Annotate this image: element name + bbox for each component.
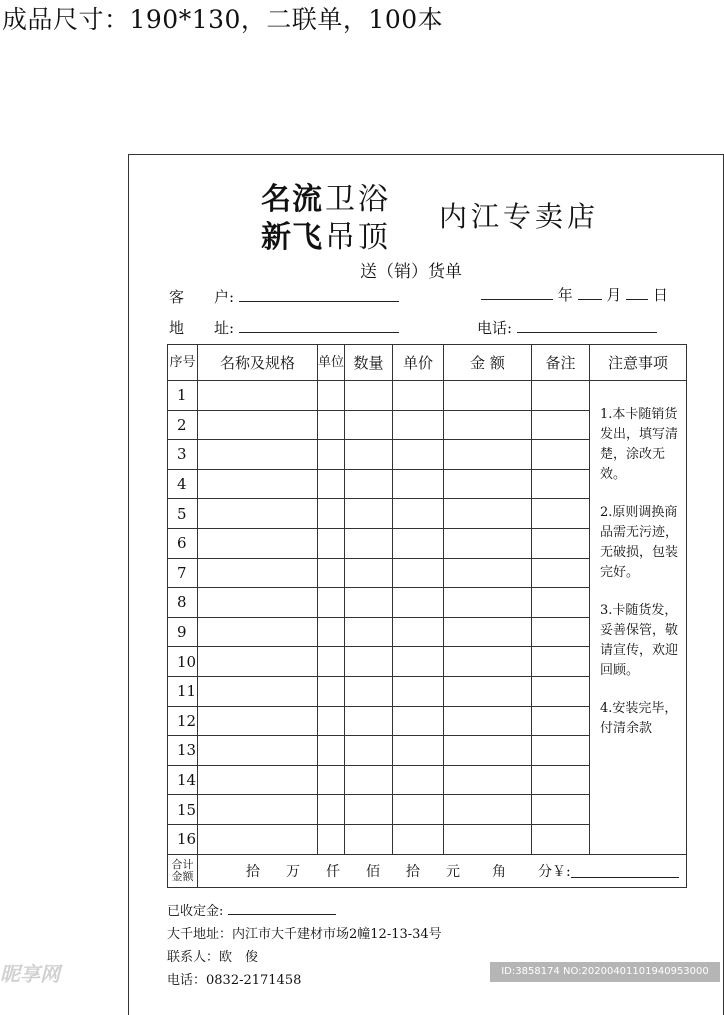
entry-cell[interactable] [345, 824, 393, 854]
entry-cell[interactable] [393, 676, 444, 706]
entry-cell[interactable] [198, 706, 318, 736]
entry-cell[interactable] [444, 765, 532, 795]
header-amount: 金 额 [444, 345, 532, 381]
entry-cell[interactable] [393, 499, 444, 529]
note-item: 3.卡随货发，妥善保管，敬请宣传，欢迎回顾。 [600, 603, 679, 678]
entry-cell[interactable] [444, 617, 532, 647]
entry-cell[interactable] [532, 528, 590, 558]
entry-cell[interactable] [345, 410, 393, 440]
note-item: 1.本卡随销货发出，填写清楚，涂改无效。 [600, 407, 679, 482]
entry-cell[interactable] [393, 440, 444, 470]
entry-cell[interactable] [393, 528, 444, 558]
entry-cell[interactable] [393, 765, 444, 795]
entry-cell[interactable] [198, 528, 318, 558]
entry-cell[interactable] [198, 795, 318, 825]
row-number: 7 [168, 558, 198, 588]
entry-cell[interactable] [318, 410, 345, 440]
customer-label: 客 户: [169, 288, 235, 306]
entry-cell[interactable] [532, 647, 590, 677]
row-number: 14 [168, 765, 198, 795]
entry-cell[interactable] [345, 617, 393, 647]
note-item: 2.原则调换商品需无污迹，无破损，包装完好。 [600, 505, 679, 580]
phone-field [477, 317, 657, 338]
row-number: 8 [168, 588, 198, 618]
entry-cell[interactable] [198, 558, 318, 588]
entry-cell[interactable] [345, 440, 393, 470]
entry-cell[interactable] [318, 558, 345, 588]
entry-cell[interactable] [393, 824, 444, 854]
entry-cell[interactable] [444, 440, 532, 470]
row-number: 16 [168, 824, 198, 854]
entry-cell[interactable] [318, 588, 345, 618]
total-unit-label: 佰 [366, 863, 380, 880]
total-label: 合计金额 [168, 854, 198, 887]
entry-cell[interactable] [532, 706, 590, 736]
row-number: 1 [168, 381, 198, 411]
row-number: 10 [168, 647, 198, 677]
items-table [167, 344, 687, 888]
entry-cell[interactable] [532, 558, 590, 588]
day-blank[interactable] [626, 285, 648, 300]
brand-line1-light: 卫浴 [325, 182, 391, 217]
month-label: 月 [606, 286, 622, 304]
entry-cell[interactable] [532, 824, 590, 854]
row-number: 2 [168, 410, 198, 440]
entry-cell[interactable] [532, 765, 590, 795]
footer-phone: 电话：0832-2171458 [167, 973, 302, 988]
entry-cell[interactable] [532, 795, 590, 825]
phone-label: 电话: [477, 319, 513, 337]
entry-cell[interactable] [345, 706, 393, 736]
entry-cell[interactable] [444, 795, 532, 825]
header-notes: 注意事项 [590, 345, 687, 381]
entry-cell[interactable] [532, 440, 590, 470]
total-unit-label: 角 [492, 863, 506, 880]
entry-cell[interactable] [198, 381, 318, 411]
footer-contact: 联系人：欧 俊 [167, 950, 259, 965]
entry-cell[interactable] [345, 588, 393, 618]
row-number: 3 [168, 440, 198, 470]
entry-cell[interactable] [345, 528, 393, 558]
address-field [169, 317, 399, 338]
entry-cell[interactable] [318, 824, 345, 854]
header-unit-price: 单价 [393, 345, 444, 381]
entry-cell[interactable] [532, 676, 590, 706]
row-number: 13 [168, 736, 198, 766]
entry-cell[interactable] [444, 647, 532, 677]
entry-cell[interactable] [198, 410, 318, 440]
entry-cell[interactable] [345, 676, 393, 706]
address-label: 地 址: [169, 319, 235, 337]
entry-cell[interactable] [393, 558, 444, 588]
entry-cell[interactable] [393, 736, 444, 766]
entry-cell[interactable] [345, 647, 393, 677]
month-blank[interactable] [578, 285, 602, 300]
year-label: 年 [557, 286, 573, 304]
watermark-logo: 昵享网 [0, 962, 60, 986]
entry-cell[interactable] [318, 647, 345, 677]
entry-cell[interactable] [345, 736, 393, 766]
entry-cell[interactable] [318, 706, 345, 736]
entry-cell[interactable] [198, 765, 318, 795]
entry-cell[interactable] [532, 469, 590, 499]
entry-cell[interactable] [345, 381, 393, 411]
delivery-form [128, 154, 724, 1015]
year-blank[interactable] [481, 285, 553, 300]
header-remark: 备注 [532, 345, 590, 381]
entry-cell[interactable] [345, 795, 393, 825]
customer-field [169, 286, 399, 307]
received-label: 已收定金: [167, 904, 224, 919]
entry-cell[interactable] [444, 706, 532, 736]
entry-cell[interactable] [318, 381, 345, 411]
note-item: 4.安装完毕，付清余款 [600, 701, 678, 736]
entry-cell[interactable] [444, 381, 532, 411]
entry-cell[interactable] [318, 765, 345, 795]
entry-cell[interactable] [198, 736, 318, 766]
entry-cell[interactable] [444, 528, 532, 558]
row-number: 12 [168, 706, 198, 736]
customer-blank[interactable] [239, 287, 399, 302]
entry-cell[interactable] [198, 499, 318, 529]
entry-cell[interactable] [444, 558, 532, 588]
brand-line2-light: 吊顶 [325, 220, 391, 255]
header-unit: 单位 [318, 345, 345, 381]
entry-cell[interactable] [198, 647, 318, 677]
entry-cell[interactable] [318, 736, 345, 766]
form-title: 送（销）货单 [360, 262, 462, 282]
entry-cell[interactable] [198, 617, 318, 647]
entry-cell[interactable] [393, 588, 444, 618]
entry-cell[interactable] [198, 588, 318, 618]
entry-cell[interactable] [444, 736, 532, 766]
total-amount-line [198, 854, 687, 887]
row-number: 4 [168, 469, 198, 499]
entry-cell[interactable] [318, 499, 345, 529]
total-unit-label: 分 [538, 863, 552, 880]
table-row [168, 381, 687, 411]
total-unit-label: 万 [286, 863, 300, 880]
entry-cell[interactable] [393, 706, 444, 736]
entry-cell[interactable] [318, 676, 345, 706]
entry-cell[interactable] [444, 499, 532, 529]
entry-cell[interactable] [318, 469, 345, 499]
entry-cell[interactable] [393, 410, 444, 440]
row-number: 6 [168, 528, 198, 558]
total-unit-label: 仟 [326, 863, 340, 880]
day-label: 日 [652, 286, 668, 304]
entry-cell[interactable] [393, 647, 444, 677]
entry-cell[interactable] [532, 410, 590, 440]
entry-cell[interactable] [444, 410, 532, 440]
entry-cell[interactable] [393, 617, 444, 647]
spec-line: 成品尺寸：190*130，二联单，100本 [2, 5, 444, 34]
row-number: 11 [168, 676, 198, 706]
received-blank[interactable] [228, 900, 336, 915]
footer-address: 大千地址：内江市大千建材市场2幢12-13-34号 [167, 927, 442, 942]
header-name-spec: 名称及规格 [198, 345, 318, 381]
address-blank[interactable] [239, 318, 399, 333]
date-field [481, 284, 668, 305]
entry-cell[interactable] [532, 588, 590, 618]
entry-cell[interactable] [444, 469, 532, 499]
phone-blank[interactable] [517, 318, 657, 333]
entry-cell[interactable] [198, 469, 318, 499]
entry-cell[interactable] [345, 765, 393, 795]
header-seq: 序号 [168, 345, 198, 381]
entry-cell[interactable] [532, 617, 590, 647]
watermark-id: ID:3858174 NO:20200401101940953000 [490, 962, 720, 982]
received-deposit [167, 900, 336, 919]
entry-cell[interactable] [393, 795, 444, 825]
entry-cell[interactable] [318, 440, 345, 470]
entry-cell[interactable] [198, 824, 318, 854]
header-quantity: 数量 [345, 345, 393, 381]
total-unit-label: 拾 [246, 863, 260, 880]
entry-cell[interactable] [345, 558, 393, 588]
brand-line1-bold: 名流 [261, 182, 323, 217]
entry-cell[interactable] [318, 617, 345, 647]
entry-cell[interactable] [318, 795, 345, 825]
entry-cell[interactable] [318, 528, 345, 558]
entry-cell[interactable] [532, 381, 590, 411]
entry-cell[interactable] [198, 440, 318, 470]
row-number: 5 [168, 499, 198, 529]
total-amount-blank[interactable] [571, 863, 679, 878]
row-number: 9 [168, 617, 198, 647]
shop-name: 内江专卖店 [439, 200, 600, 233]
entry-cell[interactable] [532, 736, 590, 766]
entry-cell[interactable] [393, 381, 444, 411]
row-number: 15 [168, 795, 198, 825]
entry-cell[interactable] [444, 676, 532, 706]
entry-cell[interactable] [532, 499, 590, 529]
notes-cell [590, 381, 687, 855]
currency-symbol: ￥: [552, 863, 571, 880]
entry-cell[interactable] [198, 676, 318, 706]
entry-cell[interactable] [393, 469, 444, 499]
brand-logo [261, 177, 391, 253]
entry-cell[interactable] [345, 469, 393, 499]
entry-cell[interactable] [444, 588, 532, 618]
total-unit-label: 元 [446, 863, 460, 880]
entry-cell[interactable] [444, 824, 532, 854]
total-unit-label: 拾 [406, 863, 420, 880]
entry-cell[interactable] [345, 499, 393, 529]
brand-line2-bold: 新飞 [261, 220, 323, 255]
